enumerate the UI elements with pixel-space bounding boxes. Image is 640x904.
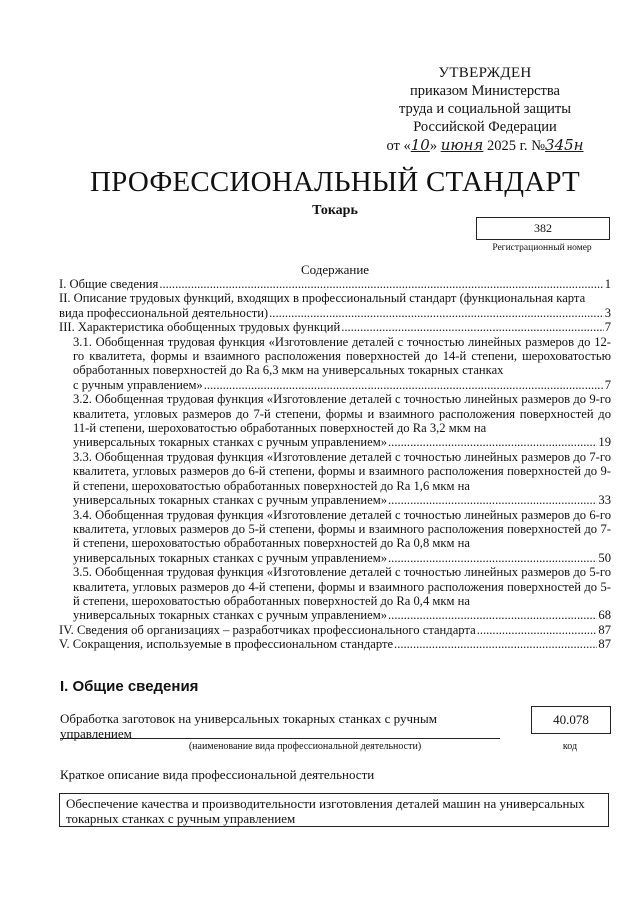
order-day: 10 <box>410 136 430 154</box>
toc-title: Содержание <box>300 262 370 277</box>
approval-line-3: Российской Федерации <box>413 119 557 135</box>
toc-leader <box>388 435 597 449</box>
toc-entry[interactable] <box>59 291 611 320</box>
activity-name: Обработка заготовок на универсальных токарных станках с ручным управлением <box>60 711 437 741</box>
toc-entry[interactable] <box>59 392 611 450</box>
toc-leader <box>159 277 603 291</box>
toc-entry-text: 3.5. Обобщенная трудовая функция «Изготовление деталей с точностью линейных размеров до 5-го квалитета, угловых размеров до 4-й степени, формы и взаимного расположения поверхностей до 5-й степени, шероховатостью обработанных поверхностей до Ra 0,4 мкм на <box>73 565 611 608</box>
table-of-contents <box>59 277 611 652</box>
order-line <box>360 136 610 155</box>
toc-entry-text: универсальных токарных станках с ручным управлением» <box>73 493 388 508</box>
toc-entry-text: V. Сокращения, используемые в профессиональном стандарте <box>59 637 394 652</box>
toc-leader <box>388 608 597 622</box>
toc-page-number: 3 <box>604 305 611 320</box>
approval-line-2: труда и социальной защиты <box>399 101 571 117</box>
toc-page-number: 68 <box>598 608 611 623</box>
toc-entry[interactable] <box>59 450 611 508</box>
toc-entry[interactable] <box>59 637 611 651</box>
toc-leader <box>388 493 597 507</box>
toc-entry[interactable] <box>59 320 611 334</box>
toc-leader <box>341 320 604 334</box>
toc-leader <box>269 306 604 320</box>
order-prefix: от « <box>386 138 411 154</box>
toc-page-number: 50 <box>598 550 611 565</box>
toc-entry-text: универсальных токарных станках с ручным управлением» <box>73 608 388 623</box>
order-month: июня <box>440 136 484 154</box>
toc-entry[interactable] <box>59 508 611 566</box>
toc-entry-text: III. Характеристика обобщенных трудовых функций <box>59 320 341 335</box>
toc-entry-text: 3.2. Обобщенная трудовая функция «Изготовление деталей с точностью линейных размеров до 9-го квалитета, угловых размеров до 7-й степени, формы и взаимного расположения поверхностей до 11-й степени, шероховатостью обработанных поверхностей до Ra 3,2 мкм на <box>73 392 611 436</box>
toc-page-number: 33 <box>598 493 611 508</box>
approval-heading: УТВЕРЖДЕН <box>438 65 532 81</box>
toc-entry[interactable] <box>59 277 611 291</box>
section-heading: I. Общие сведения <box>60 678 199 695</box>
order-number: 345н <box>545 136 584 154</box>
toc-entry-text: вида профессиональной деятельности) <box>59 305 269 320</box>
toc-page-number: 1 <box>604 277 611 291</box>
registration-number-box: 382 <box>476 217 610 240</box>
toc-entry-text: универсальных токарных станках с ручным управлением» <box>73 435 388 450</box>
toc-entry-text: I. Общие сведения <box>59 277 159 291</box>
profession-name: Токарь <box>312 203 358 218</box>
toc-page-number: 19 <box>598 435 611 450</box>
activity-caption: (наименование вида профессиональной деятельности) <box>188 741 422 752</box>
page-title: ПРОФЕССИОНАЛЬНЫЙ СТАНДАРТ <box>90 166 580 198</box>
toc-entry-text: с ручным управлением» <box>73 377 203 392</box>
toc-leader <box>394 637 597 651</box>
toc-entry-text: II. Описание трудовых функций, входящих в профессиональный стандарт (функциональная карта <box>59 291 586 306</box>
brief-description-box: Обеспечение качества и производительности изготовления деталей машин на универсальных токарных станках с ручным управлением <box>59 793 609 827</box>
approval-line-1: приказом Министерства <box>410 83 560 99</box>
toc-page-number: 87 <box>598 637 611 652</box>
toc-page-number: 87 <box>598 622 611 637</box>
toc-leader <box>204 378 604 392</box>
brief-description-label: Краткое описание вида профессиональной деятельности <box>60 767 375 782</box>
order-quote-close: » <box>429 138 438 154</box>
toc-entry-text: 3.1. Обобщенная трудовая функция «Изготовление деталей с точностью линейных размеров до 12-го квалитета, формы и взаимного расположения поверхностей до 14-й степени, шероховатостью обработанных поверхностей до Ra 6,3 мкм на универсальных токарных станках <box>73 334 611 378</box>
approval-block <box>360 64 610 155</box>
toc-entry[interactable] <box>59 623 611 637</box>
activity-code-box: 40.078 <box>531 706 611 734</box>
toc-entry-text: 3.4. Обобщенная трудовая функция «Изготовление деталей с точностью линейных размеров до 6-го квалитета, угловых размеров до 5-й степени, формы и взаимного расположения поверхностей до 7-й степени, шероховатостью обработанных поверхностей до Ra 0,8 мкм на <box>73 507 611 551</box>
activity-underline <box>60 738 500 739</box>
order-no-label: № <box>531 138 546 154</box>
toc-page-number: 7 <box>604 320 611 335</box>
toc-leader <box>388 551 597 565</box>
toc-entry[interactable] <box>59 335 611 393</box>
toc-page-number: 7 <box>604 377 611 392</box>
registration-number-caption: Регистрационный номер <box>492 243 592 253</box>
order-year: 2025 г. <box>487 138 528 154</box>
toc-entry-text: универсальных токарных станках с ручным управлением» <box>73 550 388 565</box>
toc-entry-text: IV. Сведения об организациях – разработчиках профессионального стандарта <box>59 622 476 637</box>
activity-code-caption: код <box>562 741 578 752</box>
toc-entry-text: 3.3. Обобщенная трудовая функция «Изготовление деталей с точностью линейных размеров до 7-го квалитета, угловых размеров до 6-й степени, формы и взаимного расположения поверхностей до 9-й степени, шероховатостью обработанных поверхностей до Ra 1,6 мкм на <box>73 449 611 493</box>
toc-leader <box>477 623 598 637</box>
toc-entry[interactable] <box>59 565 611 623</box>
